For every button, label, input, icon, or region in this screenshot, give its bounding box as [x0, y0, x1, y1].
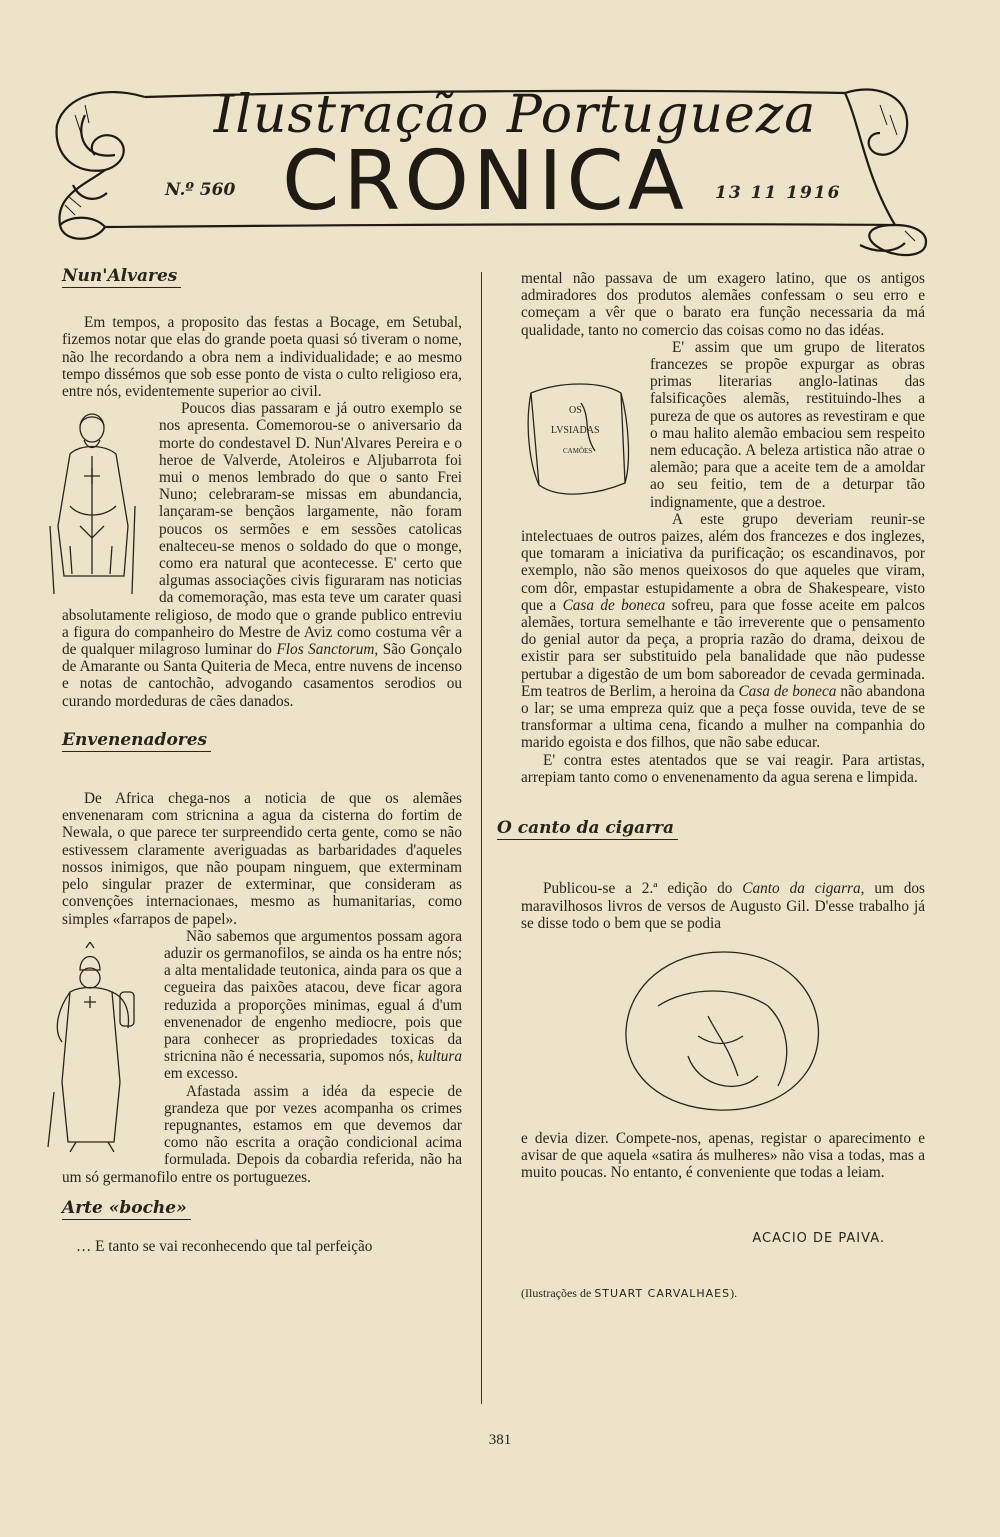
kultura: kultura — [417, 1048, 462, 1066]
article3-p2: OS LVSIADAS CAMÕES E' assim que um grupo de literatos francezes se propõe expurgar as obras primas literarias anglo-latinas das falsificações alemãs, restituindo-lhes a pureza de que os autores as revestiram e que o mau halito alemão embaciou sem respeito nem educação. A beleza artistica não atrae o alemão; para que a aceite tem de a amoldar ao seu feitio, tem de a deturpar tão indignamente, que a destroe. — [521, 339, 925, 511]
article3-p3: A este grupo deveriam reunir-se intelectuaes de outros paizes, além dos francezes e dos inglezes, que tomaram a iniciativa da purificação; os escandinavos, por exemplo, não são menos queixosos do que aqueles que viram, com dôr, empastar estupidamente a obra de Shakespeare, visto que a Casa de boneca sofreu, para que fosse aceite em palcos alemães, tortura semelhante e tão irreverente que o pensamento do genial autor da peça, a propria razão do drama, deixou de existir para ser substituido pela banalidade que não pudesse pertubar a digestão de um bom saboreador de cevada germinada. Em teatros de Berlim, a heroina da Casa de boneca não abandona o lar; se uma empreza quiz que a peça fosse ouvida, teve de se transformar a ultima cena, ficando a mulher na companhia do marido egoista e dos filhos, que não sabe educar. — [521, 510, 926, 752]
svg-text:CAMÕES: CAMÕES — [563, 446, 593, 455]
article1-p2: Poucos dias passaram e já outro exemplo se nos apresenta. Comemorou-se o aniversario da morte do condestavel D. Nun'Alvares Pereira e o heroe de Valverde, Atoleiros e Aljubarrota foi mui o menos lembrado do que o santo Frei Nuno; celebraram-se missas em abundancia, lançaram-se bençãos largamente, não foram poucos os sermões e em sessões catolicas enalteceu-se menos o soldado do que o monge, como era natural que acontecesse. E' certo que algumas associações civis figuraram nas noticias da comemoração, mas esta teve um carater quasi absolutamente religioso, de modo que o grande publico entreviu a figura do companheiro do Mestre de Aviz como costuma vêr a de qualquer milagroso luminar do Flos Sanctorum, São Gonçalo de Amarante ou Santa Quiteria de Meca, entre nuvens de incenso e notas de cantochão, advogando casamentos serodios ou curando mordeduras de cães danados. — [62, 400, 462, 710]
article2-p2: Não sabemos que argumentos possam agora aduzir os germanofilos, se ainda os ha entre nós; a alta mentalidade teutonica, ainda para os que a cegueira das paixões atacou, deve ficar agora reduzida a proporções minimas, egual á d'um envenenador de engenho mediocre, pois que para conhecer as propriedades toxicas da stricnina não é necessaria, supomos nós, kultura em excesso. — [62, 928, 462, 1083]
article4-p1: Publicou-se a 2.ª edição do Canto da cigarra, um dos maravilhosos livros de versos de Augusto Gil. D'esse trabalho já se disse todo o bem que se podia — [521, 880, 926, 932]
issue-number: N.º 560 — [165, 180, 236, 200]
svg-text:OS: OS — [569, 404, 582, 416]
article3-p1-start: … E tanto se vai reconhecendo que tal perfeição — [76, 1237, 373, 1255]
heading-envenenadores: Envenenadores — [62, 732, 211, 752]
magazine-name: Ilustração Portugueza — [213, 85, 817, 145]
svg-text:LVSIADAS: LVSIADAS — [551, 424, 600, 436]
section-title: CRONICA — [282, 134, 688, 229]
flos-sanctorum: Flos Sanctorum — [276, 641, 375, 659]
masthead — [45, 75, 935, 260]
article2-p1: De Africa chega-nos a noticia de que os alemães envenenaram com stricnina a agua da cisterna do fortim de Newala, o que parece ter surpreendido certa gente, como se não estivessem claramente averiguadas as barbaridades d'aqueles nossos inimigos, que não poupam ninguem, que exterminam pelo singular prazer de exterminar, que consideram as convenções internacionaes, mesmo as humanitarias, como simples «farrapos de papel». — [62, 790, 462, 928]
author-signature: ACACIO DE PAIVA. — [752, 1230, 885, 1246]
monk-knight-illustration — [40, 406, 145, 596]
issue-date: 13 11 1916 — [715, 183, 842, 203]
article4-p2: e devia dizer. Compete-nos, apenas, registar o aparecimento e avisar de que aquela «satira ás mulheres» não visa a todas, mas a muito poucas. No entanto, é conveniente que todas a leiam. — [521, 1129, 925, 1182]
cicada-portrait-illustration — [618, 946, 828, 1116]
canto-da-cigarra-title: Canto da cigarra — [742, 880, 861, 898]
article3-p1-continued: mental não passava de um exagero latino, que os antigos admiradores dos produtos alemães confessam o seu erro e começam a vêr que o barato era função necessaria da má qualidade, tanto no comercio das coisas como no das idéas. — [521, 270, 925, 339]
illustration-credits: (Ilustrações de STUART CARVALHAES). — [521, 1285, 738, 1300]
article3-p4: E' contra estes atentados que se vai reagir. Para artistas, arrepiam tanto como o envenenamento da agua serena e limpida. — [521, 751, 925, 786]
heading-arte-boche: Arte «boche» — [62, 1200, 191, 1220]
right-column — [497, 270, 926, 1302]
left-column — [62, 268, 462, 1256]
heading-canto-cigarra: O canto da cigarra — [497, 820, 678, 840]
german-soldier-poisoner-illustration — [40, 942, 150, 1152]
lusiadas-book-illustration — [521, 373, 636, 508]
page-number: 381 — [488, 1432, 512, 1448]
column-divider — [481, 272, 482, 1404]
article1-p1: Em tempos, a proposito das festas a Bocage, em Setubal, fizemos notar que elas do grande poeta quasi só tiveram o nome, não lhe recordando a obra nem a individualidade; e ao mesmo tempo dissémos que sob esse ponto de vista o culto religioso era, entre nós, evidentemente superior ao civil. — [62, 314, 462, 401]
article2-p3: Afastada assim a idéa da especie de grandeza que por vezes acompanha os crimes repugnantes, estamos em que devemos dar como não escrita a oração condicional acima formulada. Depois da cobardia referida, não ha um só germanofilo entre os portuguezes. — [62, 1082, 462, 1186]
heading-nun-alvares: Nun'Alvares — [62, 268, 181, 288]
